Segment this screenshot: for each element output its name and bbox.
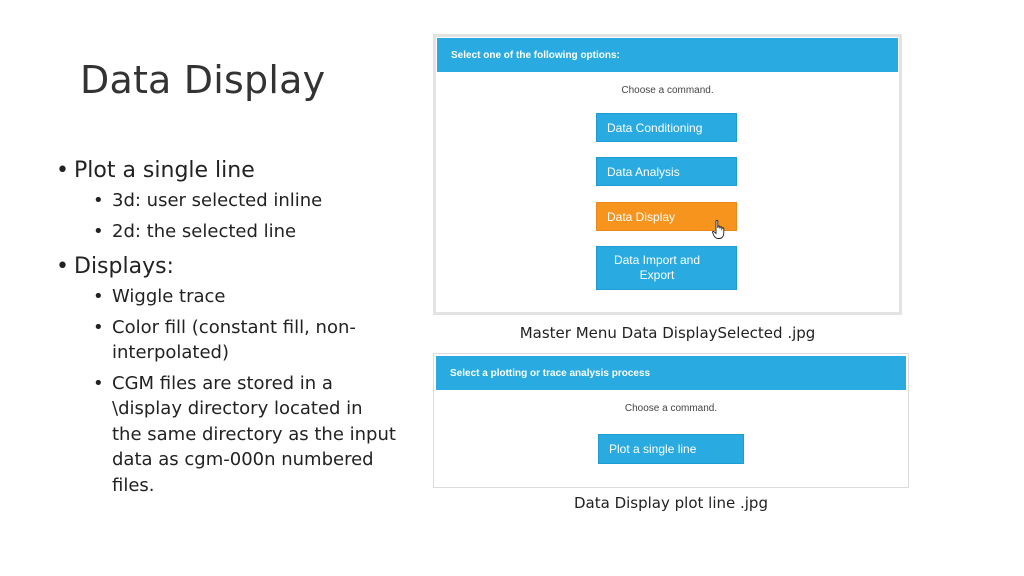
- sub-bullet-cgm-files: • CGM files are stored in a \display directory located in the same directory as the input data as cgm-000n numbered files.: [56, 371, 396, 499]
- master-menu-screenshot: [433, 34, 902, 315]
- master-menu-header: Select one of the following options:: [437, 38, 898, 72]
- sub-bullet-2d: • 2d: the selected line: [56, 219, 396, 245]
- data-conditioning-button[interactable]: Data Conditioning: [596, 113, 737, 142]
- data-analysis-button[interactable]: Data Analysis: [596, 157, 737, 186]
- sub-bullet-3d: • 3d: user selected inline: [56, 188, 396, 214]
- sub-bullet-color-fill: • Color fill (constant fill, non-interpolated): [56, 315, 396, 366]
- plot-single-line-button[interactable]: Plot a single line: [598, 434, 744, 464]
- bullet-list: [56, 156, 396, 506]
- data-display-button[interactable]: Data Display: [596, 202, 737, 231]
- slide-title: Data Display: [80, 58, 326, 102]
- sub-bullet-wiggle: • Wiggle trace: [56, 284, 396, 310]
- hand-pointer-icon: [712, 220, 726, 240]
- bullet-group-displays: [56, 252, 396, 498]
- plot-menu-screenshot: [433, 353, 909, 488]
- bullet-group-plot: [56, 156, 396, 244]
- bullet-plot-single-line: • Plot a single line: [56, 156, 396, 186]
- master-menu-caption: Master Menu Data DisplaySelected .jpg: [519, 324, 816, 342]
- master-menu-hint: Choose a command.: [621, 85, 714, 96]
- plot-menu-header: Select a plotting or trace analysis process: [436, 356, 906, 390]
- bullet-displays: • Displays:: [56, 252, 396, 282]
- plot-menu-hint: Choose a command.: [624, 403, 718, 414]
- data-import-export-button[interactable]: [596, 246, 737, 290]
- data-import-export-label: Data Import and Export: [613, 253, 701, 282]
- plot-menu-caption: Data Display plot line .jpg: [574, 494, 768, 512]
